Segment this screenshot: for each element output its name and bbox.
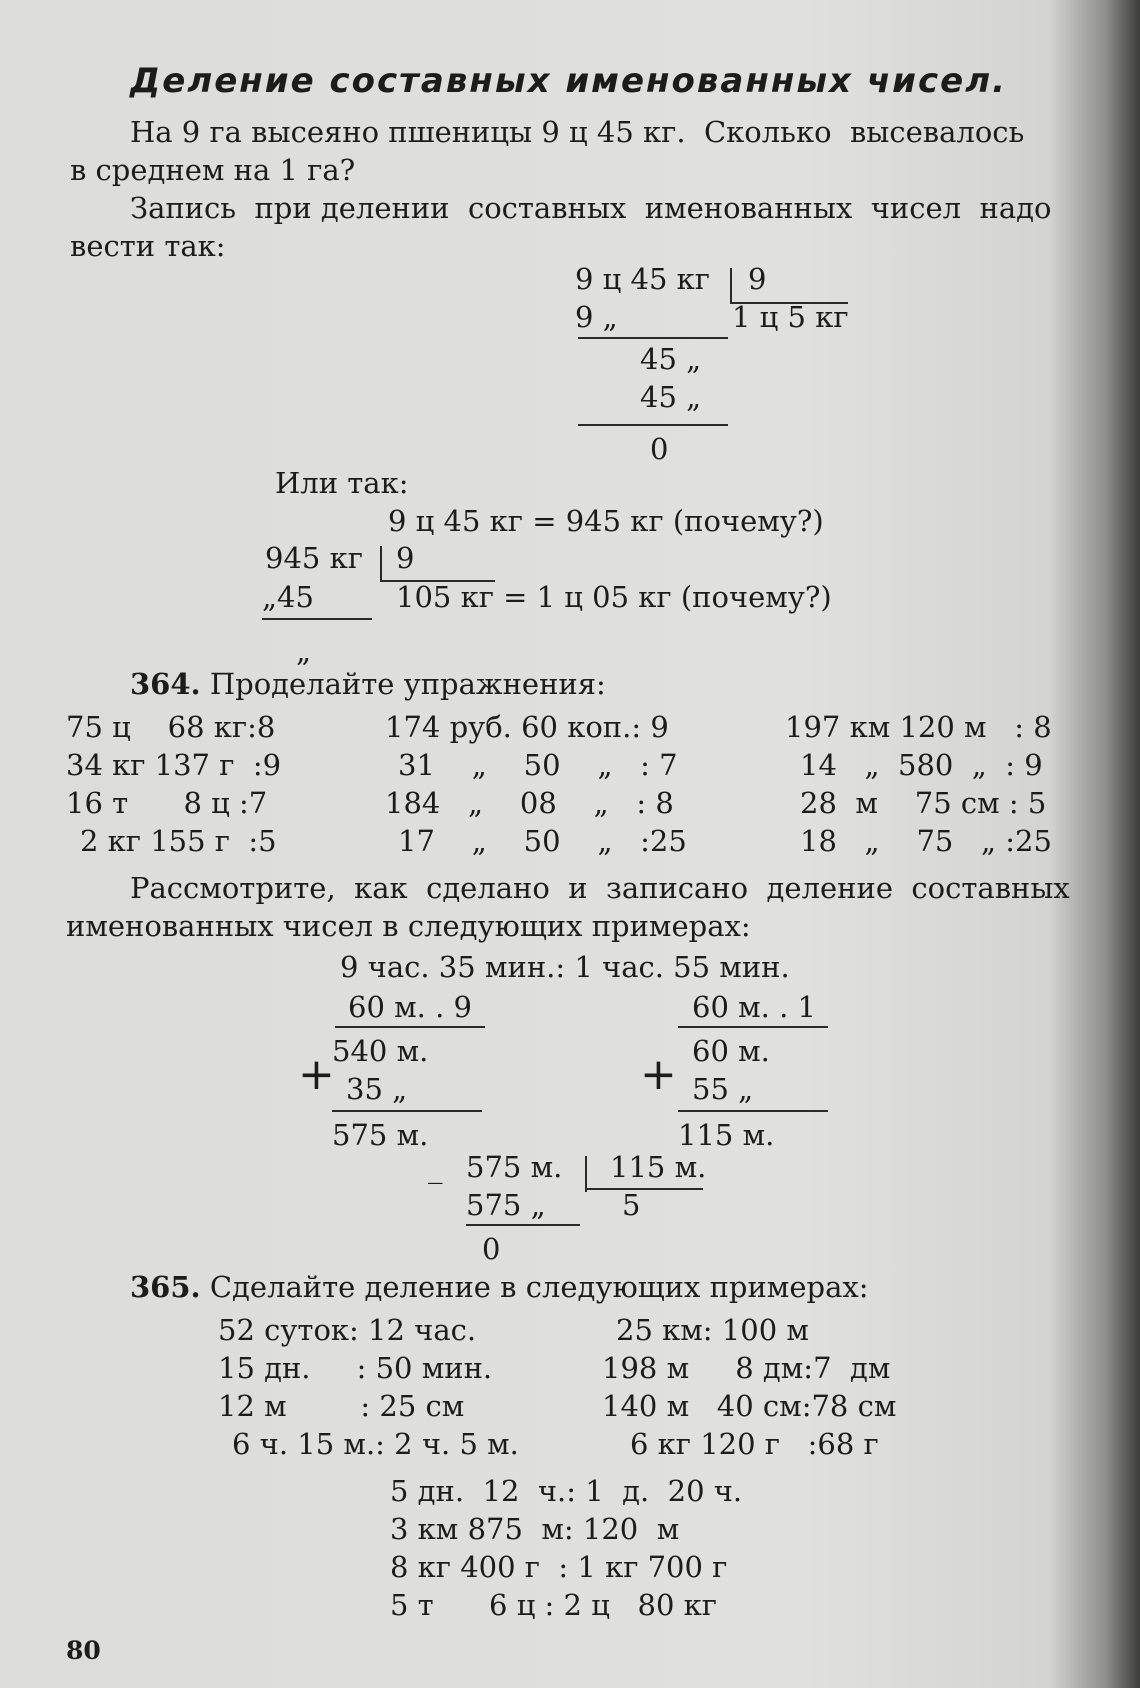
ex364-col3-row3: 28 м 75 см : 5 <box>800 786 1047 820</box>
time-div-divisor-line <box>585 1188 703 1190</box>
ex364-col1-row4: 2 кг 155 г :5 <box>80 824 277 858</box>
alt-line <box>262 618 372 620</box>
time-right-addend: 55 „ <box>692 1072 754 1106</box>
time-right-line-1 <box>678 1026 828 1028</box>
div1-line-1 <box>578 337 728 339</box>
ex364-col2-row3: 184 „ 08 „ : 8 <box>385 786 674 820</box>
ex364-col1-row3: 16 т 8 ц :7 <box>66 786 268 820</box>
time-left-line-2 <box>332 1110 482 1112</box>
div1-subtrahend-1: 9 „ <box>575 300 618 334</box>
div1-bracket <box>730 268 732 302</box>
time-left-conversion: 60 м. . 9 <box>348 990 473 1024</box>
time-right-line-2 <box>678 1110 828 1112</box>
ex365-bottom-row1: 5 дн. 12 ч.: 1 д. 20 ч. <box>390 1474 743 1508</box>
time-right-conversion: 60 м. . 1 <box>692 990 817 1024</box>
div1-divisor: 9 <box>748 262 767 296</box>
intro-line-1 <box>130 115 1060 149</box>
time-div-subtrahend: 575 „ <box>466 1188 546 1222</box>
intro-line-2: в среднем на 1 га? <box>70 153 356 187</box>
ex364-col1-row1: 75 ц 68 кг:8 <box>66 710 276 744</box>
intro-line-3: Запись при делении составных именованных чисел надо <box>130 191 1052 225</box>
time-div-quotient: 5 <box>622 1188 641 1222</box>
ex365-bottom-row4: 5 т 6 ц : 2 ц 80 кг <box>390 1588 717 1622</box>
alt-divisor: 9 <box>396 541 415 575</box>
ex365-right-row2: 198 м 8 дм:7 дм <box>602 1351 891 1385</box>
time-problem: 9 час. 35 мин.: 1 час. 55 мин. <box>340 950 790 984</box>
consider-line-1: Рассмотрите, как сделано и записано деление составных <box>130 871 1070 905</box>
alt-equation: 9 ц 45 кг = 945 кг (почему?) <box>388 504 824 538</box>
time-div-divisor: 115 м. <box>610 1150 707 1184</box>
ex365-left-row2: 15 дн. : 50 мин. <box>218 1351 493 1385</box>
ex365-left-row4: 6 ч. 15 м.: 2 ч. 5 м. <box>232 1427 519 1461</box>
ex364-col2-row1: 174 руб. 60 коп.: 9 <box>385 710 669 744</box>
alt-remainder: „ <box>296 634 312 668</box>
intro-line-1-text: На 9 га высеяно пшеницы 9 ц 45 кг. Сколько высевалось <box>130 115 1025 149</box>
ex365-right-row4: 6 кг 120 г :68 г <box>630 1427 879 1461</box>
time-left-product: 540 м. <box>332 1034 429 1068</box>
time-left-plus: + <box>298 1049 335 1100</box>
ex365-number: 365. <box>130 1270 201 1304</box>
ex364-col3-row4: 18 „ 75 „ :25 <box>800 824 1052 858</box>
time-div-dividend: 575 м. <box>466 1150 563 1184</box>
alt-quotient: 105 кг = 1 ц 05 кг (почему?) <box>396 580 832 614</box>
ex365-left-row1: 52 суток: 12 час. <box>218 1313 477 1347</box>
section-title: Деление составных именованных чисел. <box>130 61 1008 101</box>
ex365-right-row3: 140 м 40 см:78 см <box>602 1389 897 1423</box>
time-div-bracket <box>585 1156 587 1192</box>
div1-line-2 <box>578 424 728 426</box>
ex364-col2-row4: 17 „ 50 „ :25 <box>398 824 687 858</box>
ex364-col2-row2: 31 „ 50 „ : 7 <box>398 748 678 782</box>
time-right-plus: + <box>640 1049 677 1100</box>
div1-result: 0 <box>650 432 669 466</box>
time-div-line <box>466 1224 580 1226</box>
time-div-result: 0 <box>482 1232 501 1266</box>
div1-remainder-1: 45 „ <box>640 342 702 376</box>
div1-quotient: 1 ц 5 кг <box>732 300 849 334</box>
ex365-bottom-row3: 8 кг 400 г : 1 кг 700 г <box>390 1550 728 1584</box>
ex365-bottom-row2: 3 км 875 м: 120 м <box>390 1512 680 1546</box>
ex365-heading <box>130 1270 869 1304</box>
ex364-heading <box>130 667 606 701</box>
time-div-minus: _ <box>428 1150 443 1184</box>
div1-dividend: 9 ц 45 кг <box>575 262 710 296</box>
time-left-line-1 <box>335 1026 485 1028</box>
time-right-sum: 115 м. <box>678 1118 775 1152</box>
alt-label: Или так: <box>275 466 409 500</box>
time-left-addend: 35 „ <box>346 1072 408 1106</box>
time-left-sum: 575 м. <box>332 1118 429 1152</box>
alt-bracket <box>380 546 382 582</box>
ex365-heading-text: Сделайте деление в следующих примерах: <box>200 1270 869 1304</box>
alt-subtrahend: „45 <box>262 580 314 614</box>
ex364-col3-row2: 14 „ 580 „ : 9 <box>800 748 1043 782</box>
alt-dividend: 945 кг <box>265 541 363 575</box>
ex364-col3-row1: 197 км 120 м : 8 <box>785 710 1052 744</box>
consider-line-2: именованных чисел в следующих примерах: <box>66 909 751 943</box>
time-right-product: 60 м. <box>692 1034 770 1068</box>
page-number: 80 <box>66 1636 101 1665</box>
ex364-col1-row2: 34 кг 137 г :9 <box>66 748 282 782</box>
ex364-heading-text: Проделайте упражнения: <box>200 667 606 701</box>
ex365-left-row3: 12 м : 25 см <box>218 1389 465 1423</box>
ex365-right-row1: 25 км: 100 м <box>616 1313 809 1347</box>
intro-line-4: вести так: <box>70 229 226 263</box>
div1-subtrahend-2: 45 „ <box>640 380 702 414</box>
ex364-number: 364. <box>130 667 201 701</box>
